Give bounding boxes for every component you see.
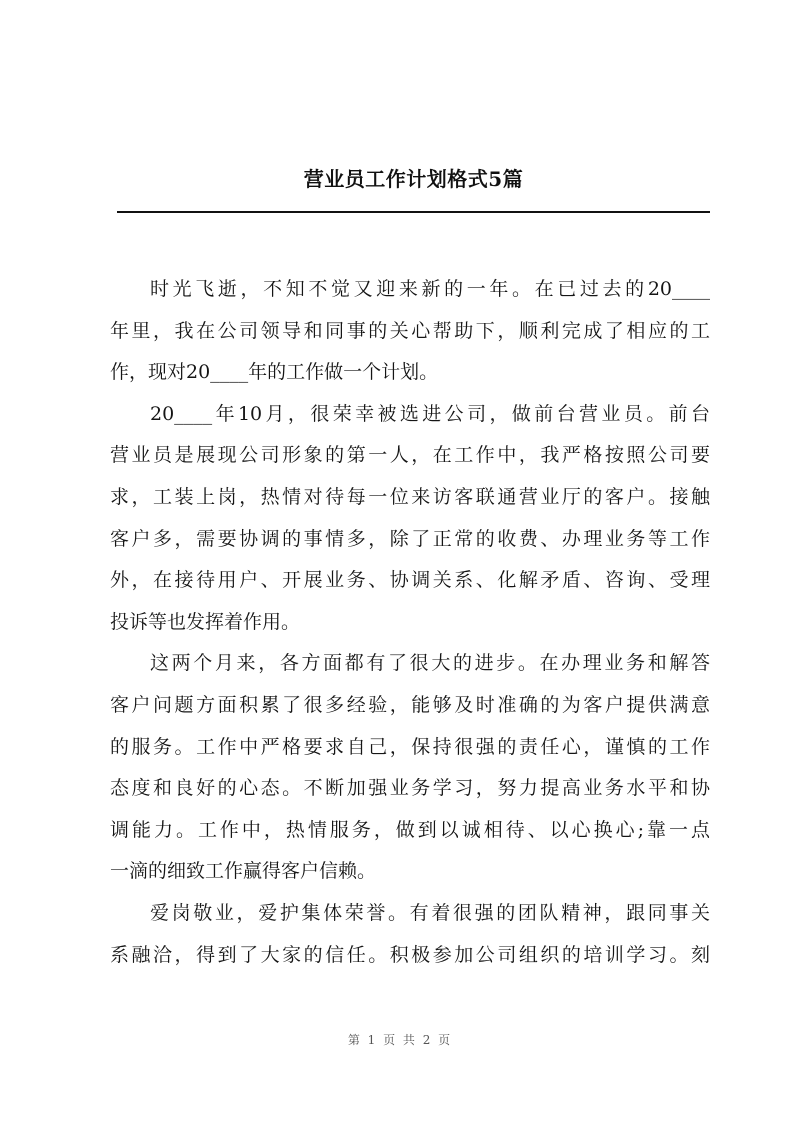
paragraph-line: 20____年10月，很荣幸被选进公司，做前台营业员。前台 bbox=[150, 402, 710, 425]
paragraph-line: 求，工装上岗，热情对待每一位来访客联通营业厅的客户。接触 bbox=[110, 485, 710, 508]
paragraph-line: 投诉等也发挥着作用。 bbox=[110, 610, 301, 633]
paragraph-4 bbox=[110, 893, 710, 976]
paragraph-line: 这两个月来，各方面都有了很大的进步。在办理业务和解答 bbox=[150, 652, 710, 675]
paragraph-line: 客户多，需要协调的事情多，除了正常的收费、办理业务等工作 bbox=[110, 527, 710, 550]
document-body bbox=[110, 269, 710, 976]
paragraph-1 bbox=[110, 269, 710, 394]
paragraph-line: 年里，我在公司领导和同事的关心帮助下，顺利完成了相应的工 bbox=[110, 319, 710, 342]
paragraph-line: 外，在接待用户、开展业务、协调关系、化解矛盾、咨询、受理 bbox=[110, 569, 710, 592]
paragraph-line: 爱岗敬业，爱护集体荣誉。有着很强的团队精神，跟同事关 bbox=[150, 901, 710, 924]
paragraph-line: 的服务。工作中严格要求自己，保持很强的责任心，谨慎的工作 bbox=[110, 735, 710, 758]
paragraph-3 bbox=[110, 643, 710, 893]
paragraph-line: 营业员是展现公司形象的第一人，在工作中，我严格按照公司要 bbox=[110, 444, 710, 467]
paragraph-line: 作，现对20____年的工作做一个计划。 bbox=[110, 361, 439, 384]
page-number-footer: 第 1 页 共 2 页 bbox=[347, 1033, 453, 1047]
paragraph-line: 调能力。工作中，热情服务，做到以诚相待、以心换心;靠一点 bbox=[110, 818, 710, 841]
title-divider bbox=[117, 211, 710, 213]
paragraph-line: 客户问题方面积累了很多经验，能够及时准确的为客户提供满意 bbox=[110, 693, 710, 716]
page-title: 营业员工作计划格式5篇 bbox=[303, 167, 524, 191]
paragraph-line: 一滴的细致工作赢得客户信赖。 bbox=[110, 860, 377, 883]
paragraph-line: 时光飞逝，不知不觉又迎来新的一年。在已过去的20____ bbox=[150, 278, 710, 300]
paragraph-line: 态度和良好的心态。不断加强业务学习，努力提高业务水平和协 bbox=[110, 777, 710, 800]
paragraph-2 bbox=[110, 394, 710, 644]
paragraph-line: 系融洽，得到了大家的信任。积极参加公司组织的培训学习。刻 bbox=[110, 943, 710, 966]
